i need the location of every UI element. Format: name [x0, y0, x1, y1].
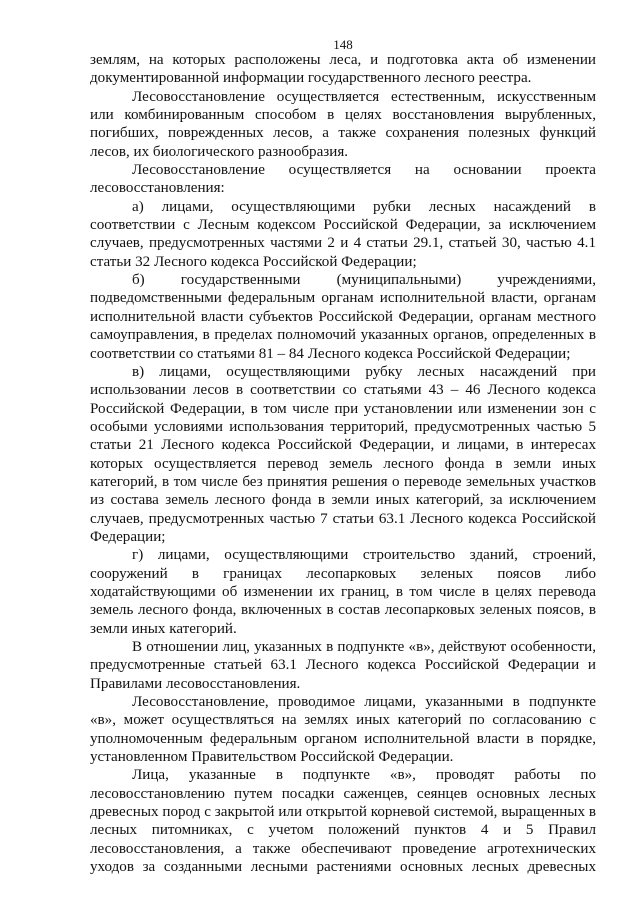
paragraph: В отношении лиц, указанных в подпункте «в», действуют особенности, предусмотренные статьей 63.1 Лесного кодекса Российской Федерации и Правилами лесовосстановления.: [90, 639, 596, 692]
paragraph-list-item-b: б) государственными (муниципальными) учреждениями, подведомственными федеральным органам исполнительной власти, органам исполнительной власти субъектов Российской Федерации, органам местного самоуправления, в пределах полномочий указанных органов, определенных в соответствии со статьями 81 – 84 Лесного кодекса Российской Федерации;: [90, 272, 596, 362]
paragraph: Лесовосстановление осуществляется естественным, искусственным или комбинированным способом в целях восстановления вырубленных, погибших, поврежденных лесов, а также сохранения полезных функций лесов, их биологического разнообразия.: [90, 88, 596, 160]
paragraph-list-item-a: а) лицами, осуществляющими рубки лесных насаждений в соответствии с Лесным кодексом Российской Федерации, за исключением случаев, предусмотренных частями 2 и 4 статьи 29.1, статьей 30, частью 4.1 статьи 32 Лесного кодекса Российской Федерации;: [90, 198, 596, 270]
paragraph: Лесовосстановление, проводимое лицами, указанными в подпункте «в», может осуществляться на землях иных категорий по согласованию с уполномоченным федеральным органом исполнительной власти в порядке, установленном Правительством Российской Федерации.: [90, 694, 596, 766]
document-body: [90, 51, 596, 876]
page-number: 148: [333, 37, 353, 52]
paragraph: Лица, указанные в подпункте «в», проводят работы по лесовосстановлению путем посадки саженцев, сеянцев основных лесных древесных пород с закрытой или открытой корневой системой, выращенных в лесных питомниках, с учетом положений пунктов 4 и 5 Правил лесовосстановления, а также обеспечивают проведение агротехнических уходов за созданными лесными растениями основных лесных древесных: [90, 767, 596, 876]
paragraph-list-item-v: в) лицами, осуществляющими рубку лесных насаждений при использовании лесов в соответствии со статьями 43 – 46 Лесного кодекса Российской Федерации, в том числе при установлении или изменении зон с особыми условиями использования территорий, предусмотренных частью 5 статьи 21 Лесного кодекса Российской Федерации, и лицами, в интересах которых осуществляется перевод земель лесного фонда в земли иных категорий, в том числе без принятия решения о переводе земельных участков из состава земель лесного фонда в земли иных категорий, за исключением случаев, предусмотренных частью 7 статьи 63.1 Лесного кодекса Российской Федерации;: [90, 363, 596, 545]
paragraph-list-item-g: г) лицами, осуществляющими строительство зданий, строений, сооружений в границах лесопарковых зеленых поясов либо ходатайствующими об изменении их границ, в том числе в целях перевода земель лесного фонда, включенных в состав лесопарковых зеленых поясов, в земли иных категорий.: [90, 547, 596, 637]
paragraph: землям, на которых расположены леса, и подготовка акта об изменении документированной информации государственного лесного реестра.: [90, 52, 596, 87]
paragraph: Лесовосстановление осуществляется на основании проекта лесовосстановления:: [90, 162, 596, 197]
